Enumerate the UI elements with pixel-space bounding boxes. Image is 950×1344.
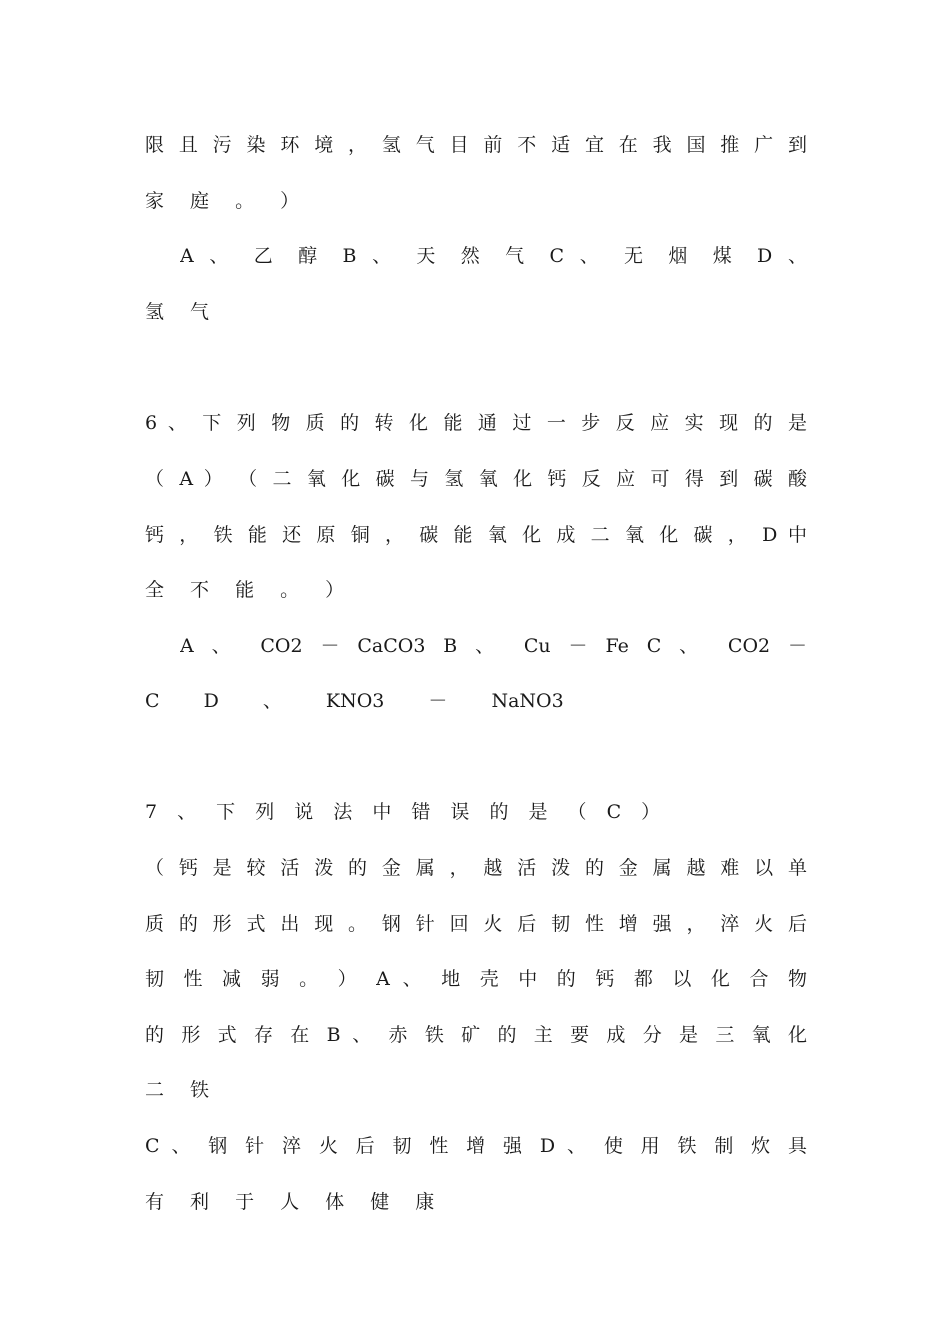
question-6-answer: （ A ） （ 二 氧 化 碳 与 氢 氧 化 钙 反 应 可 得 到 碳 酸 [145, 468, 807, 490]
question-6-options-cont: C D 、 KNO3 － NaNO3 [145, 690, 564, 712]
question-7-explain: （ 钙 是 较 活 泼 的 金 属 ， 越 活 泼 的 金 属 越 难 以 单 [145, 857, 807, 879]
question-6-title: 6 、 下 列 物 质 的 转 化 能 通 过 一 步 反 应 实 现 的 是 [145, 412, 807, 434]
question-6-options: A 、 CO2 － CaCO3 B 、 Cu － Fe C 、 CO2 － [180, 635, 807, 657]
question-7-options-2: C 、 钢 针 淬 火 后 韧 性 增 强 D 、 使 用 铁 制 炊 具 [145, 1135, 807, 1157]
text-line-4: 氢 气 [145, 301, 220, 323]
question-7-options: 的 形 式 存 在 B 、 赤 铁 矿 的 主 要 成 分 是 三 氧 化 [145, 1024, 807, 1046]
question-7-title: 7 、 下 列 说 法 中 错 误 的 是 （ C ） [145, 801, 661, 823]
question-7-explain-2: 质 的 形 式 出 现 。 钢 针 回 火 后 韧 性 增 强 ， 淬 火 后 [145, 913, 807, 935]
question-6-explain-end: 全 不 能 。 ） [145, 579, 355, 601]
text-line-1: 限 且 污 染 环 境 ， 氢 气 目 前 不 适 宜 在 我 国 推 广 到 [145, 134, 807, 156]
question-6-explain: 钙 ， 铁 能 还 原 铜 ， 碳 能 氧 化 成 二 氧 化 碳 ， D 中 [145, 524, 807, 546]
question-7-explain-3: 韧 性 减 弱 。 ） A 、 地 壳 中 的 钙 都 以 化 合 物 [145, 968, 807, 990]
text-line-2: 家 庭 。 ） [145, 190, 310, 212]
option-line-q5: A 、 乙 醇 B 、 天 然 气 C 、 无 烟 煤 D 、 [180, 245, 807, 267]
question-7-options-cont: 二 铁 [145, 1079, 220, 1101]
question-7-options-end: 有 利 于 人 体 健 康 [145, 1191, 445, 1213]
